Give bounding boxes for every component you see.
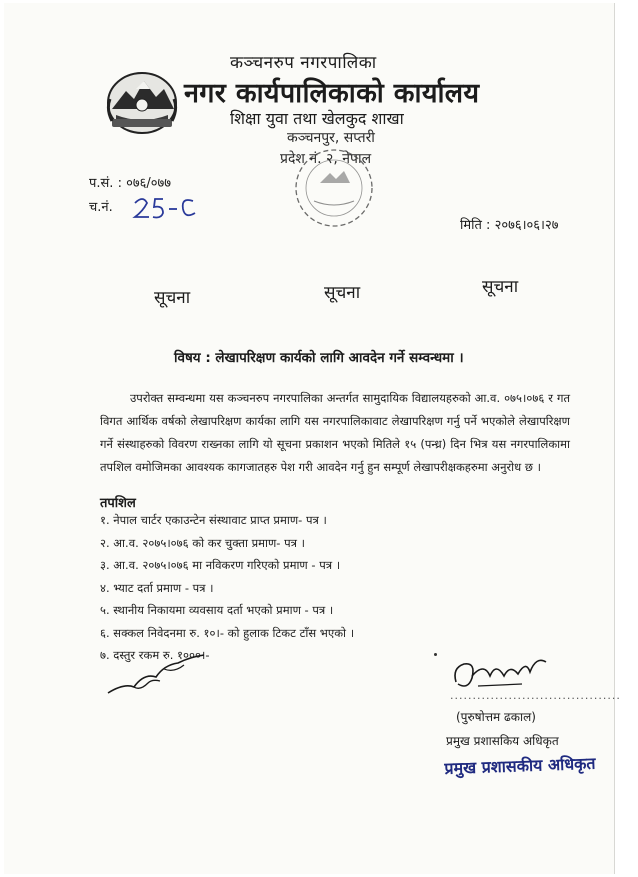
subject-line: विषय : लेखापरिक्षण कार्यको लागि आवदेन गर्ने सम्वन्धमा । bbox=[174, 350, 464, 366]
list-item: ६. सक्कल निवेदनमा रु. १०।- को हुलाक टिकट टाँस भएको । bbox=[100, 625, 355, 640]
reference-number: प.सं. : ०७६/०७७ bbox=[89, 176, 172, 191]
list-item: ७. दस्तुर रकम रु. १०००।- bbox=[100, 648, 210, 662]
signature-line: ...................................... bbox=[450, 689, 621, 702]
officer-name: (पुरुषोत्तम ढकाल) bbox=[456, 710, 536, 724]
list-item: ५. स्थानीय निकायमा व्यवसाय दर्ता भएको प्रमाण - पत्र । bbox=[100, 603, 334, 617]
municipality-name: कञ्चनरुप नगरपालिका bbox=[230, 53, 377, 73]
issue-date: मिति : २०७६।०६।२७ bbox=[460, 218, 559, 233]
details-heading: तपशिल bbox=[100, 496, 136, 511]
notice-heading-2: सूचना bbox=[324, 283, 361, 303]
address-line-2: प्रदेश नं. २, नेपाल bbox=[280, 151, 372, 167]
nepal-emblem-icon bbox=[106, 69, 178, 135]
officer-title-stamp: प्रमुख प्रशासकीय अधिकृत bbox=[444, 753, 596, 778]
document-page bbox=[4, 3, 621, 874]
list-item: ४. भ्याट दर्ता प्रमाण - पत्र । bbox=[100, 580, 214, 595]
list-item: १. नेपाल चार्टर एकाउन्टेन संस्थावाट प्राप्त प्रमाण- पत्र । bbox=[100, 513, 327, 527]
section-name: शिक्षा युवा तथा खेलकुद शाखा bbox=[230, 109, 404, 128]
office-seal-icon bbox=[284, 143, 384, 233]
left-signature bbox=[104, 643, 214, 703]
handwritten-dispatch-number bbox=[129, 193, 199, 223]
office-name: नगर कार्यपालिकाको कार्यालय bbox=[184, 78, 480, 109]
list-item: ३. आ.व. २०७५।०७६ मा नविकरण गरिएको प्रमाण - पत्र । bbox=[100, 558, 341, 572]
address-line-1: कञ्चनपुर, सप्तरी bbox=[287, 130, 375, 146]
dispatch-label: च.नं. bbox=[89, 200, 113, 215]
notice-heading-1: सूचना bbox=[154, 288, 191, 308]
ink-dot bbox=[434, 653, 437, 656]
notice-heading-3: सूचना bbox=[482, 277, 519, 297]
body-paragraph: उपरोक्त सम्वन्धमा यस कञ्चनरुप नगरपालिका अन्तर्गत सामुदायिक विद्यालयहरुको आ.व. ०७५।०७६ र गत विगत आर्थिक वर्षको लेखापरिक्षण कार्यका लागि यस नगरपालिकावाट लेखापरिक्षण गर्नु पर्ने भएकोले लेखापरिक्षण गर्ने संस्थाहरुको विवरण राख्नका लागि यो सूचना प्रकाशन भएको मितिले १५ (पन्ध्र) दिन भित्र यस नगरपालिकामा तपशिल वमोजिमका आवश्यक कागजातहरु पेश गरी आवदेन गर्नु हुन सम्पूर्ण लेखापरीक्षकहरुमा अनुरोध छ । bbox=[100, 391, 570, 474]
officer-title: प्रमुख प्रशासकिय अधिकृत bbox=[446, 734, 559, 748]
list-item: २. आ.व. २०७५।०७६ को कर चुक्ता प्रमाण- पत्र । bbox=[100, 535, 306, 550]
